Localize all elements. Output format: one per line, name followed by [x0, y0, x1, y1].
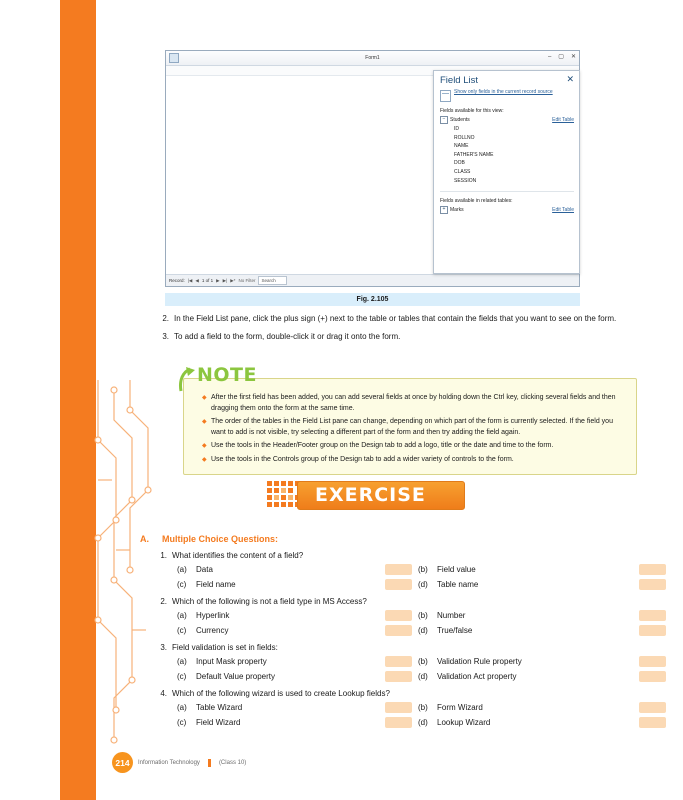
- step-text: In the Field List pane, click the plus sign (+) next to the table or tables that contain the fields that you want to see on the form.: [174, 314, 617, 323]
- option-key: (a): [177, 611, 187, 620]
- question-text: Field validation is set in fields:: [172, 643, 278, 652]
- option-key: (b): [418, 703, 428, 712]
- option-row: [140, 715, 640, 730]
- bullet-icon: ◆: [202, 443, 207, 449]
- show-only-fields-row[interactable]: [434, 86, 579, 102]
- option-d: [418, 577, 633, 592]
- option-b: [418, 700, 633, 715]
- question-text: Which of the following wizard is used to create Lookup fields?: [172, 689, 390, 698]
- question-line: [140, 687, 640, 700]
- nav-next-button[interactable]: ▶: [216, 277, 220, 283]
- option-d: [418, 669, 633, 684]
- answer-box[interactable]: [639, 702, 666, 713]
- question-number: 3.: [160, 643, 167, 652]
- question-number: 4.: [160, 689, 167, 698]
- section-title: Multiple Choice Questions:: [162, 534, 279, 544]
- answer-box[interactable]: [639, 610, 666, 621]
- edit-table-link[interactable]: Edit Table: [552, 117, 574, 123]
- field-list-table-row[interactable]: [434, 114, 579, 124]
- option-c: [140, 669, 385, 684]
- answer-box[interactable]: [385, 564, 412, 575]
- step-number: 3.: [162, 331, 169, 341]
- nav-prev-button[interactable]: ◀: [195, 277, 199, 283]
- option-key: (d): [418, 672, 428, 681]
- note-text: Use the tools in the Header/Footer group on the Design tab to add a logo, title or the date and time to the form.: [211, 442, 554, 449]
- record-source-icon: [440, 90, 451, 102]
- option-key: (c): [177, 626, 187, 635]
- question-number: 1.: [160, 551, 167, 560]
- answer-box[interactable]: [385, 579, 412, 590]
- window-titlebar: [166, 51, 579, 66]
- option-label: Field Wizard: [196, 718, 241, 727]
- fields-available-label: Fields available for this view:: [440, 108, 504, 114]
- option-c: [140, 577, 385, 592]
- option-a: [140, 562, 385, 577]
- option-label: Validation Rule property: [437, 657, 522, 666]
- option-row: [140, 608, 640, 623]
- nav-last-button[interactable]: ▶|: [222, 277, 228, 283]
- record-position: 1 of 1: [201, 278, 214, 283]
- answer-box[interactable]: [385, 671, 412, 682]
- list-item: [202, 417, 628, 438]
- option-c: [140, 715, 385, 730]
- record-search-input[interactable]: Search: [258, 276, 286, 285]
- exercise-title: EXERCISE: [315, 484, 426, 506]
- option-label: Default Value property: [196, 672, 276, 681]
- option-key: (a): [177, 703, 187, 712]
- option-label: Input Mask property: [196, 657, 267, 666]
- note-box: [183, 378, 637, 475]
- option-key: (c): [177, 672, 187, 681]
- question-text: Which of the following is not a field type in MS Access?: [172, 597, 367, 606]
- close-button[interactable]: ✕: [570, 54, 576, 60]
- bullet-icon: ◆: [202, 419, 207, 425]
- note-text: The order of the tables in the Field List pane can change, depending on which part of the form is currently selected. If the field you want to add is not visible, try selecting a different part of the form and then try adding the field again.: [211, 418, 613, 436]
- question-number: 2.: [160, 597, 167, 606]
- section-letter: A.: [140, 534, 149, 544]
- answer-box[interactable]: [639, 579, 666, 590]
- option-a: [140, 700, 385, 715]
- option-row: [140, 700, 640, 715]
- answer-box[interactable]: [639, 717, 666, 728]
- answer-box[interactable]: [639, 564, 666, 575]
- option-a: [140, 654, 385, 669]
- note-text: Use the tools in the Controls group of the Design tab to add a wider variety of controls to the form.: [211, 455, 514, 463]
- list-item[interactable]: NAME: [454, 143, 469, 150]
- figure-caption-bar: [165, 293, 580, 306]
- option-label: Lookup Wizard: [437, 718, 491, 727]
- option-key: (b): [418, 611, 428, 620]
- option-d: [418, 715, 633, 730]
- option-label: Hyperlink: [196, 611, 230, 620]
- list-item[interactable]: CLASS: [454, 168, 471, 175]
- note-text: After the first field has been added, you can add several fields at once by holding down the Ctrl key, clicking several fields and then dragging them onto the form at the same time.: [211, 394, 616, 412]
- minimize-button[interactable]: –: [547, 54, 552, 60]
- list-item: [202, 455, 628, 466]
- option-label: Field name: [196, 580, 236, 589]
- collapse-expander-icon[interactable]: −: [440, 116, 448, 124]
- step-text: To add a field to the form, double-click it or drag it onto the form.: [174, 331, 401, 341]
- option-label: Validation Act property: [437, 672, 517, 681]
- field-list-pane: [433, 70, 580, 274]
- option-key: (b): [418, 657, 428, 666]
- list-item: [202, 441, 628, 452]
- list-item: [160, 331, 642, 344]
- answer-box[interactable]: [385, 717, 412, 728]
- option-label: Field value: [437, 565, 476, 574]
- option-d: [418, 623, 633, 638]
- option-row: [140, 562, 640, 577]
- field-list-header: [434, 71, 579, 86]
- mcq-heading: [140, 534, 640, 544]
- answer-box[interactable]: [639, 625, 666, 636]
- step-number: 2.: [162, 314, 169, 323]
- figure-caption: Fig. 2.105: [356, 296, 389, 303]
- option-b: [418, 608, 633, 623]
- option-key: (b): [418, 565, 428, 574]
- option-key: (a): [177, 657, 187, 666]
- option-key: (d): [418, 626, 428, 635]
- show-only-fields-link[interactable]: Show only fields in the current record source: [454, 89, 553, 95]
- option-key: (c): [177, 580, 187, 589]
- option-b: [418, 654, 633, 669]
- option-label: Form Wizard: [437, 703, 483, 712]
- record-navigation-bar: [166, 274, 579, 286]
- answer-box[interactable]: [385, 702, 412, 713]
- exercise-banner: [263, 477, 463, 513]
- option-label: True/false: [437, 626, 473, 635]
- question-block: [140, 595, 640, 638]
- related-table-name: [440, 206, 464, 214]
- list-item[interactable]: FATHER'S NAME: [454, 151, 494, 158]
- footer-book-title: Information Technology: [138, 759, 200, 766]
- related-table-row[interactable]: [434, 204, 579, 214]
- figure-block: [165, 50, 580, 306]
- field-list-title: Field List: [440, 75, 479, 86]
- related-tables-label: Fields available in related tables:: [440, 198, 513, 205]
- steps-list: [160, 313, 642, 348]
- record-label: Record:: [169, 278, 185, 283]
- option-key: (d): [418, 580, 428, 589]
- nav-first-button[interactable]: |◀: [187, 277, 193, 283]
- option-label: Currency: [196, 626, 229, 635]
- field-list-table-name: [440, 116, 470, 124]
- option-label: Number: [437, 611, 466, 620]
- option-row: [140, 577, 640, 592]
- note-title: NOTE: [197, 364, 257, 386]
- related-table-label: Marks: [450, 207, 464, 214]
- option-label: Data: [196, 565, 213, 574]
- question-block: [140, 641, 640, 684]
- option-key: (c): [177, 718, 187, 727]
- mcq-section: [140, 534, 640, 733]
- question-block: [140, 549, 640, 592]
- page-footer: [112, 752, 246, 773]
- window-title: Form1: [365, 55, 380, 61]
- question-line: [140, 549, 640, 562]
- option-row: [140, 623, 640, 638]
- bullet-icon: ◆: [202, 395, 207, 401]
- answer-box[interactable]: [385, 625, 412, 636]
- note-arrow-icon: [175, 366, 199, 392]
- list-item[interactable]: ROLLNO: [454, 134, 475, 141]
- option-key: (d): [418, 718, 428, 727]
- list-item[interactable]: SESSION: [454, 177, 477, 184]
- option-row: [140, 669, 640, 684]
- expand-expander-icon[interactable]: +: [440, 206, 448, 214]
- option-key: (a): [177, 565, 187, 574]
- list-item: [160, 313, 642, 326]
- answer-box[interactable]: [639, 671, 666, 682]
- list-item[interactable]: ID: [454, 126, 459, 132]
- list-item[interactable]: DOB: [454, 160, 465, 167]
- related-edit-table-link[interactable]: Edit Table: [552, 207, 574, 214]
- option-c: [140, 623, 385, 638]
- answer-box[interactable]: [385, 610, 412, 621]
- option-row: [140, 654, 640, 669]
- table-name-label: Students: [450, 117, 470, 123]
- question-block: [140, 687, 640, 730]
- footer-separator-icon: [208, 759, 211, 767]
- list-item: [202, 393, 628, 414]
- filter-status: No Filter: [238, 278, 256, 283]
- question-line: [140, 595, 640, 608]
- question-text: What identifies the content of a field?: [172, 551, 304, 560]
- answer-box[interactable]: [385, 656, 412, 667]
- option-label: Table Wizard: [196, 703, 243, 712]
- option-b: [418, 562, 633, 577]
- page-number-badge: 214: [112, 752, 133, 773]
- maximize-button[interactable]: ▢: [558, 54, 564, 60]
- field-name-list: [434, 124, 579, 185]
- nav-new-record-button[interactable]: ▶*: [230, 277, 236, 283]
- bullet-icon: ◆: [202, 456, 207, 463]
- field-list-close-icon[interactable]: ✕: [566, 74, 574, 84]
- footer-class-label: (Class 10): [218, 759, 247, 766]
- answer-box[interactable]: [639, 656, 666, 667]
- option-a: [140, 608, 385, 623]
- window-controls: [548, 54, 576, 60]
- question-line: [140, 641, 640, 654]
- option-label: Table name: [437, 580, 479, 589]
